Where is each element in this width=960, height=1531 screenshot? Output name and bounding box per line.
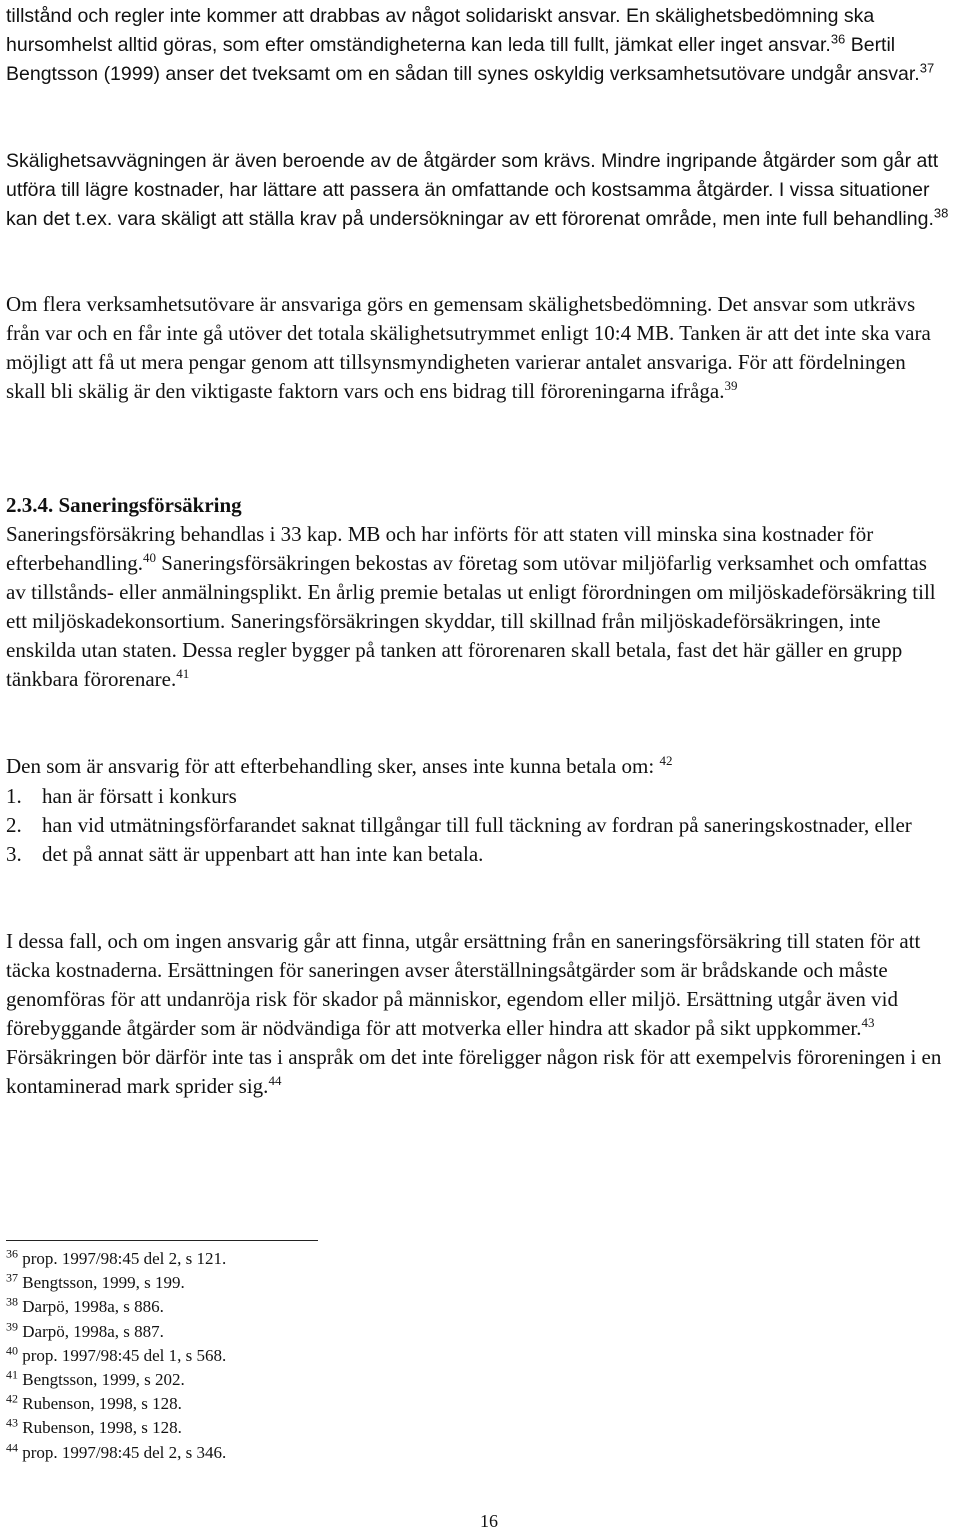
paragraph-compensation: [6, 927, 950, 1101]
footnote-number: 37: [6, 1270, 18, 1285]
footnote-text: prop. 1997/98:45 del 2, s 346.: [18, 1442, 227, 1462]
footnote-text: Bengtsson, 1999, s 199.: [18, 1273, 185, 1293]
footnote-ref-36[interactable]: 36: [830, 31, 846, 47]
footnote-ref-38[interactable]: 38: [933, 205, 949, 221]
footnote-item: [6, 1247, 226, 1271]
footnote-ref-41[interactable]: 41: [176, 666, 190, 681]
footnote-item: [6, 1441, 226, 1465]
section-heading: 2.3.4. Saneringsförsäkring: [6, 493, 242, 517]
paragraph-unable-to-pay-intro: [6, 752, 950, 781]
footnote-item: [6, 1368, 226, 1392]
page-number: 16: [480, 1511, 498, 1531]
footnote-number: 44: [6, 1439, 18, 1454]
paragraph-multiple-operators: [6, 290, 950, 406]
footnote-text: prop. 1997/98:45 del 1, s 568.: [18, 1345, 227, 1365]
list-item: [6, 840, 950, 869]
paragraph-text: Saneringsförsäkring behandlas i 33 kap. MB och har införts för att staten vill minska sina kostnader för efterbehandling.: [6, 522, 874, 575]
footnote-ref-40[interactable]: 40: [143, 550, 157, 565]
paragraph-text: tillstånd och regler inte kommer att drabbas av något solidariskt ansvar. En skälighetsbedömning ska hursomhelst alltid göras, som efter omständigheterna kan leda till fullt, jämkat eller inget ansvar.: [6, 5, 875, 56]
footnote-ref-44[interactable]: 44: [268, 1073, 282, 1088]
footnote-text: prop. 1997/98:45 del 2, s 121.: [18, 1249, 227, 1268]
list-number: 3.: [6, 842, 22, 866]
footnote-text: Rubenson, 1998, s 128.: [18, 1394, 182, 1414]
paragraph-remediation-insurance: [6, 520, 950, 694]
paragraph-text: Den som är ansvarig för att efterbehandling sker, anses inte kunna betala om:: [6, 754, 660, 778]
footnote-number: 38: [6, 1294, 18, 1309]
list-text: han är försatt i konkurs: [42, 784, 237, 808]
footnote-text: Bengtsson, 1999, s 202.: [18, 1370, 185, 1390]
footnote-text: Darpö, 1998a, s 886.: [18, 1297, 164, 1317]
footnote-number: 42: [6, 1391, 18, 1406]
footnote-item: [6, 1416, 226, 1440]
list-text: det på annat sätt är uppenbart att han inte kan betala.: [42, 842, 484, 866]
footnote-item: [6, 1392, 226, 1416]
list-item: [6, 811, 950, 840]
footnote-text: Rubenson, 1998, s 128.: [18, 1418, 182, 1438]
paragraph-text: I dessa fall, och om ingen ansvarig går att finna, utgår ersättning från en saneringsförsäkring till staten för att täcka kostnaderna. Ersättningen för saneringen avser återställningsåtgärder som är brådskande och måste genomföras för att undanröja risk för skador på människor, egendom eller miljö. Ersättning utgår även vid förebyggande åtgärder som är nödvändiga för att motverka eller hindra att skador på sikt uppkommer.: [6, 929, 921, 1040]
paragraph-text: Skälighetsavvägningen är även beroende av de åtgärder som krävs. Mindre ingripande åtgärder som går att utföra till lägre kostnader, har lättare att passera än omfattande och kostsamma åtgärder. I vissa situationer kan det t.ex. vara skäligt att ställa krav på undersökningar av ett förorenat område, men inte full behandling.: [6, 150, 939, 230]
footnote-ref-43[interactable]: 43: [861, 1015, 875, 1030]
paragraph-solidary-liability: [6, 2, 950, 89]
footnote-divider: [6, 1240, 318, 1241]
footnote-number: 36: [6, 1246, 18, 1261]
paragraph-text: Saneringsförsäkringen bekostas av företag som utövar miljöfarlig verksamhet och omfattas av tillstånds- eller anmälningsplikt. En årlig premie betalas ut enligt förordningen om miljöskadeförsäkring till ett miljöskadekonsortium. Saneringsförsäkringen skyddar, till skillnad från miljöskadeförsäkringen, inte enskilda utan staten. Dessa regler bygger på tanken att förorenaren skall betala, fast det här gäller en grupp tänkbara förorenare.: [6, 551, 936, 691]
footnote-item: [6, 1295, 226, 1319]
footnote-ref-39[interactable]: 39: [724, 378, 738, 393]
conditions-list: [6, 782, 950, 869]
footnote-ref-42[interactable]: 42: [659, 753, 673, 768]
footnote-number: 43: [6, 1415, 18, 1430]
footnote-item: [6, 1320, 226, 1344]
footnote-number: 41: [6, 1367, 18, 1382]
footnote-number: 39: [6, 1318, 18, 1333]
list-number: 1.: [6, 784, 22, 808]
footnote-text: Darpö, 1998a, s 887.: [18, 1321, 164, 1341]
footnote-item: [6, 1271, 226, 1295]
list-item: [6, 782, 950, 811]
footnote-item: [6, 1344, 226, 1368]
paragraph-text: Försäkringen bör därför inte tas i anspråk om det inte föreligger någon risk för att exempelvis föroreningen i en kontaminerad mark sprider sig.: [6, 1045, 942, 1098]
footnote-number: 40: [6, 1343, 18, 1358]
paragraph-reasonableness-measures: [6, 147, 950, 234]
paragraph-text: Bertil Bengtsson (1999) anser det tveksamt om en sådan till synes oskyldig verksamhetsutövare undgår ansvar.: [6, 34, 920, 85]
list-number: 2.: [6, 813, 22, 837]
paragraph-text: Om flera verksamhetsutövare är ansvariga görs en gemensam skälighetsbedömning. Det ansvar som utkrävs från var och en får inte gå utöver det totala skälighetsutrymmet enligt 10:4 MB. Tanken är att det inte ska vara möjligt att få ut mera pengar genom att tillsynsmyndigheten varierar antalet ansvariga. För att fördelningen skall bli skälig är den viktigaste faktorn vars och ens bidrag till föroreningarna ifråga.: [6, 292, 931, 403]
footnote-ref-37[interactable]: 37: [919, 60, 935, 76]
list-text: han vid utmätningsförfarandet saknat tillgångar till full täckning av fordran på saneringskostnader, eller: [42, 813, 912, 837]
footnote-list: [6, 1247, 226, 1465]
